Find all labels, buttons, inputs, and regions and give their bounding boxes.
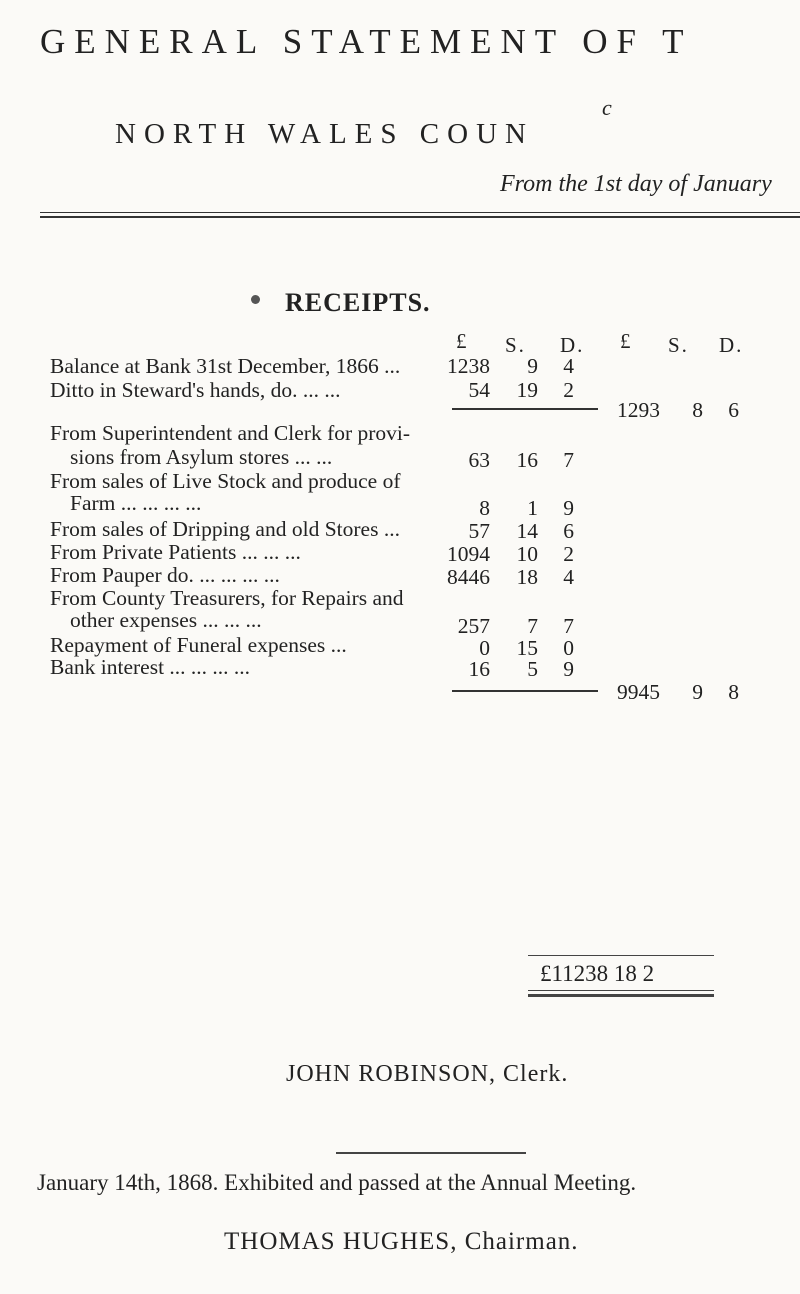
grand-total-rule-thick bbox=[528, 994, 714, 997]
ledger-shillings: 16 bbox=[516, 448, 538, 472]
ledger-pounds: 8446 bbox=[447, 565, 490, 589]
ledger-row-label-cont: Farm ... ... ... ... bbox=[70, 491, 202, 515]
ledger-pence: 7 bbox=[563, 614, 574, 638]
ledger-shillings: 7 bbox=[527, 614, 538, 638]
ledger-row-label: Bank interest ... ... ... ... bbox=[50, 655, 251, 679]
ledger-row-label: Balance at Bank 31st December, 1866 ... bbox=[50, 354, 401, 378]
subtotal-shillings: 9 bbox=[692, 680, 703, 704]
document-title-line1: GENERAL STATEMENT OF T bbox=[40, 22, 693, 61]
ledger-row-label-cont: other expenses ... ... ... bbox=[70, 608, 262, 632]
subtotal-rule bbox=[452, 690, 598, 692]
ledger-shillings: 10 bbox=[516, 542, 538, 566]
ledger-row-label: From sales of Live Stock and produce of bbox=[50, 469, 401, 493]
ledger-pounds: 1094 bbox=[447, 542, 490, 566]
subtotal-rule bbox=[452, 408, 598, 410]
ledger-pounds: 0 bbox=[479, 636, 490, 660]
ledger-pounds: 63 bbox=[468, 448, 490, 472]
subtotal-pounds: 9945 bbox=[617, 680, 660, 704]
ledger-pence: 4 bbox=[563, 565, 574, 589]
subtotal-pence: 6 bbox=[728, 398, 739, 422]
ledger-shillings: 18 bbox=[516, 565, 538, 589]
ledger-pence: 6 bbox=[563, 519, 574, 543]
header-rule-thick bbox=[40, 216, 800, 218]
col-pounds-header: £ bbox=[456, 329, 469, 353]
ledger-pence: 2 bbox=[563, 542, 574, 566]
clerk-signature: JOHN ROBINSON, Clerk. bbox=[286, 1061, 569, 1087]
ledger-shillings: 5 bbox=[527, 657, 538, 681]
ledger-shillings: 1 bbox=[527, 496, 538, 520]
bullet-mark bbox=[251, 295, 260, 304]
ledger-row-label: From Pauper do. ... ... ... ... bbox=[50, 563, 280, 587]
receipts-heading: RECEIPTS. bbox=[285, 288, 431, 317]
meeting-note: January 14th, 1868. Exhibited and passed at the Annual Meeting. bbox=[37, 1170, 637, 1195]
ledger-pounds: 1238 bbox=[447, 354, 490, 378]
col-shillings-header: S. bbox=[505, 333, 526, 357]
title-fragment: c bbox=[602, 95, 612, 120]
ledger-pounds: 257 bbox=[457, 614, 490, 638]
ledger-pounds: 8 bbox=[479, 496, 490, 520]
ledger-pence: 4 bbox=[563, 354, 574, 378]
ledger-pence: 9 bbox=[563, 657, 574, 681]
ledger-row-label: From County Treasurers, for Repairs and bbox=[50, 586, 404, 610]
ledger-row-label: From Private Patients ... ... ... bbox=[50, 540, 301, 564]
subtotal-pounds: 1293 bbox=[617, 398, 660, 422]
subtotal-pence: 8 bbox=[728, 680, 739, 704]
chairman-signature: THOMAS HUGHES, Chairman. bbox=[224, 1228, 579, 1255]
period-subtitle: From the 1st day of January bbox=[500, 171, 772, 197]
ledger-pounds: 16 bbox=[468, 657, 490, 681]
grand-total-rule-top bbox=[528, 955, 714, 956]
ledger-shillings: 19 bbox=[516, 378, 538, 402]
header-rule-thin bbox=[40, 212, 800, 213]
ledger-row-label: From Superintendent and Clerk for provi- bbox=[50, 421, 411, 445]
ledger-row-label: Ditto in Steward's hands, do. ... ... bbox=[50, 378, 341, 402]
ledger-pounds: 57 bbox=[468, 519, 490, 543]
ledger-pence: 0 bbox=[563, 636, 574, 660]
grand-total: £11238 18 2 bbox=[540, 961, 655, 986]
ledger-pence: 2 bbox=[563, 378, 574, 402]
col-total-pounds-header: £ bbox=[620, 329, 633, 353]
ledger-shillings: 14 bbox=[516, 519, 538, 543]
ledger-row-label-cont: sions from Asylum stores ... ... bbox=[70, 445, 333, 469]
ledger-row-label: From sales of Dripping and old Stores ... bbox=[50, 517, 400, 541]
signature-rule bbox=[336, 1152, 526, 1154]
col-pence-header: D. bbox=[560, 333, 585, 357]
ledger-pounds: 54 bbox=[468, 378, 490, 402]
ledger-shillings: 9 bbox=[527, 354, 538, 378]
grand-total-rule-thin bbox=[528, 990, 714, 991]
col-total-shillings-header: S. bbox=[668, 333, 689, 357]
ledger-pence: 7 bbox=[563, 448, 574, 472]
ledger-pence: 9 bbox=[563, 496, 574, 520]
subtotal-shillings: 8 bbox=[692, 398, 703, 422]
ledger-row-label: Repayment of Funeral expenses ... bbox=[50, 633, 347, 657]
document-title-line2: NORTH WALES COUN bbox=[115, 118, 534, 150]
ledger-shillings: 15 bbox=[516, 636, 538, 660]
col-total-pence-header: D. bbox=[719, 333, 744, 357]
